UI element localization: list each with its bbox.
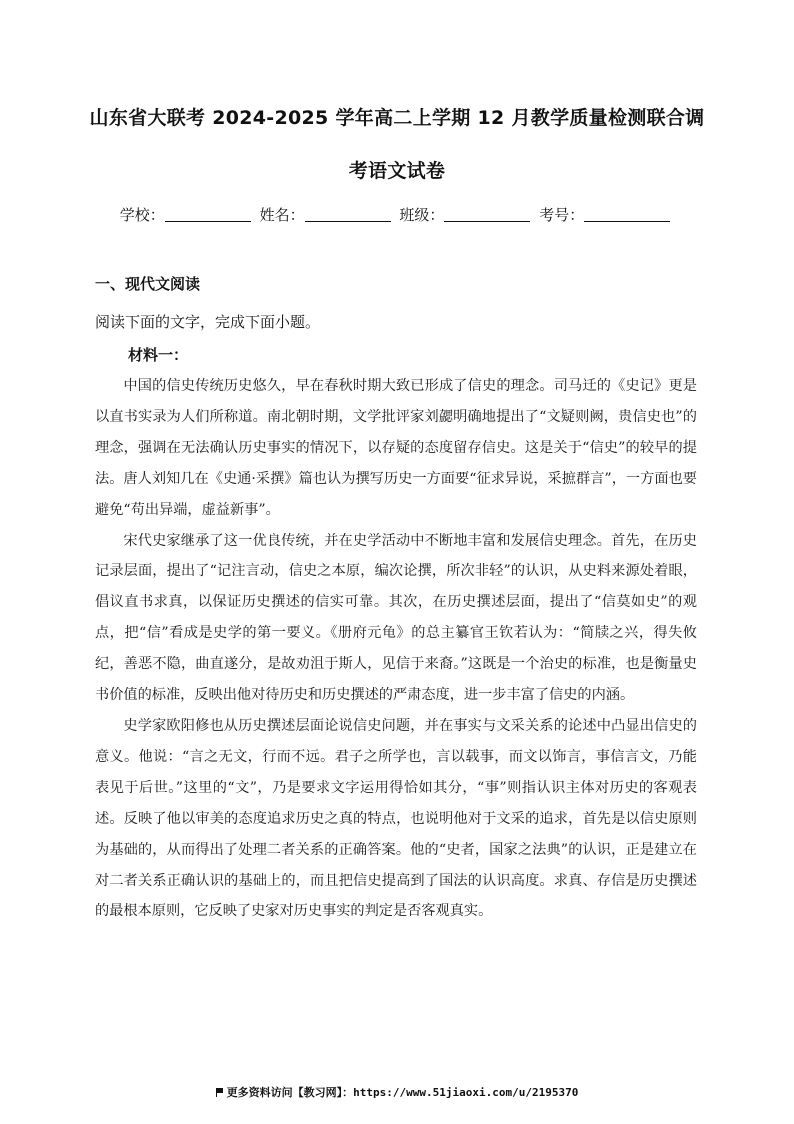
paragraph: 中国的信史传统历史悠久，早在春秋时期大致已形成了信史的理念。司马迁的《史记》更是以直书实录为人们所称道。南北朝时期，文学批评家刘勰明确地提出了“文疑则阙，贵信史也”的理念，强调在无法确认历史事实的情况下，以存疑的态度留存信史。这是关于“信史”的较早的提法。唐人刘知几在《史通·采撰》篇也认为撰写历史一方面要“征求异说，采摭群言”，一方面也要避免“苟出异端，虚益新事”。 bbox=[95, 378, 697, 518]
name-blank[interactable] bbox=[305, 207, 391, 222]
section-heading: 一、现代文阅读 bbox=[95, 275, 201, 293]
exam-number-blank[interactable] bbox=[584, 207, 670, 222]
school-label: 学校： bbox=[119, 206, 165, 224]
name-label: 姓名： bbox=[259, 206, 305, 224]
document-title-line1: 山东省大联考 2024-2025 学年高二上学期 12 月教学质量检测联合调 bbox=[89, 107, 705, 129]
paragraph: 宋代史家继承了这一优良传统，并在史学活动中不断地丰富和发展信史理念。首先，在历史记录层面，提出了“记注言动，信史之本原，编次论撰，所次非轻”的认识，从史料来源处着眼，倡议直书求真，以保证历史撰述的信实可靠。其次，在历史撰述层面，提出了“信莫如史”的观点，把“信”看成是史学的第一要义。《册府元龟》的总主纂官王钦若认为：“简牍之兴，得失攸纪，善恶不隐，曲直遂分，是故劝沮于斯人，见信于来裔。”这既是一个治史的标准，也是衡量史书价值的标准，反映出他对待历史和历史撰述的严肃态度，进一步丰富了信史的内涵。 bbox=[95, 532, 697, 704]
section-instruction: 阅读下面的文字，完成下面小题。 bbox=[95, 313, 321, 331]
class-blank[interactable] bbox=[444, 207, 530, 222]
student-info-row bbox=[0, 204, 794, 225]
material-label: 材料一： bbox=[128, 346, 189, 364]
footer-link-text[interactable]: 更多资料访问【教习网】：https://www.51jiaoxi.com/u/2195370 bbox=[226, 1086, 579, 1099]
material-body bbox=[95, 371, 697, 927]
document-title-line2: 考语文试卷 bbox=[348, 160, 446, 182]
flag-icon bbox=[216, 1088, 224, 1097]
footer[interactable] bbox=[0, 1084, 794, 1100]
class-label: 班级： bbox=[399, 206, 445, 224]
exam-number-label: 考号： bbox=[539, 206, 585, 224]
paragraph: 史学家欧阳修也从历史撰述层面论说信史问题，并在事实与文采关系的论述中凸显出信史的意义。他说：“言之无文，行而不远。君子之所学也，言以载事，而文以饰言，事信言文，乃能表见于后世。”这里的“文”，乃是要求文字运用得恰如其分，“事”则指认识主体对历史的客观表述。反映了他以审美的态度追求历史之真的特点，也说明他对于文采的追求，首先是以信史原则为基础的，从而得出了处理二者关系的正确答案。他的“史者，国家之法典”的认识，正是建立在对二者关系正确认识的基础上的，而且把信史提高到了国法的认识高度。求真、存信是历史撰述的最根本原则，它反映了史家对历史事实的判定是否客观真实。 bbox=[95, 717, 697, 920]
school-blank[interactable] bbox=[165, 207, 251, 222]
